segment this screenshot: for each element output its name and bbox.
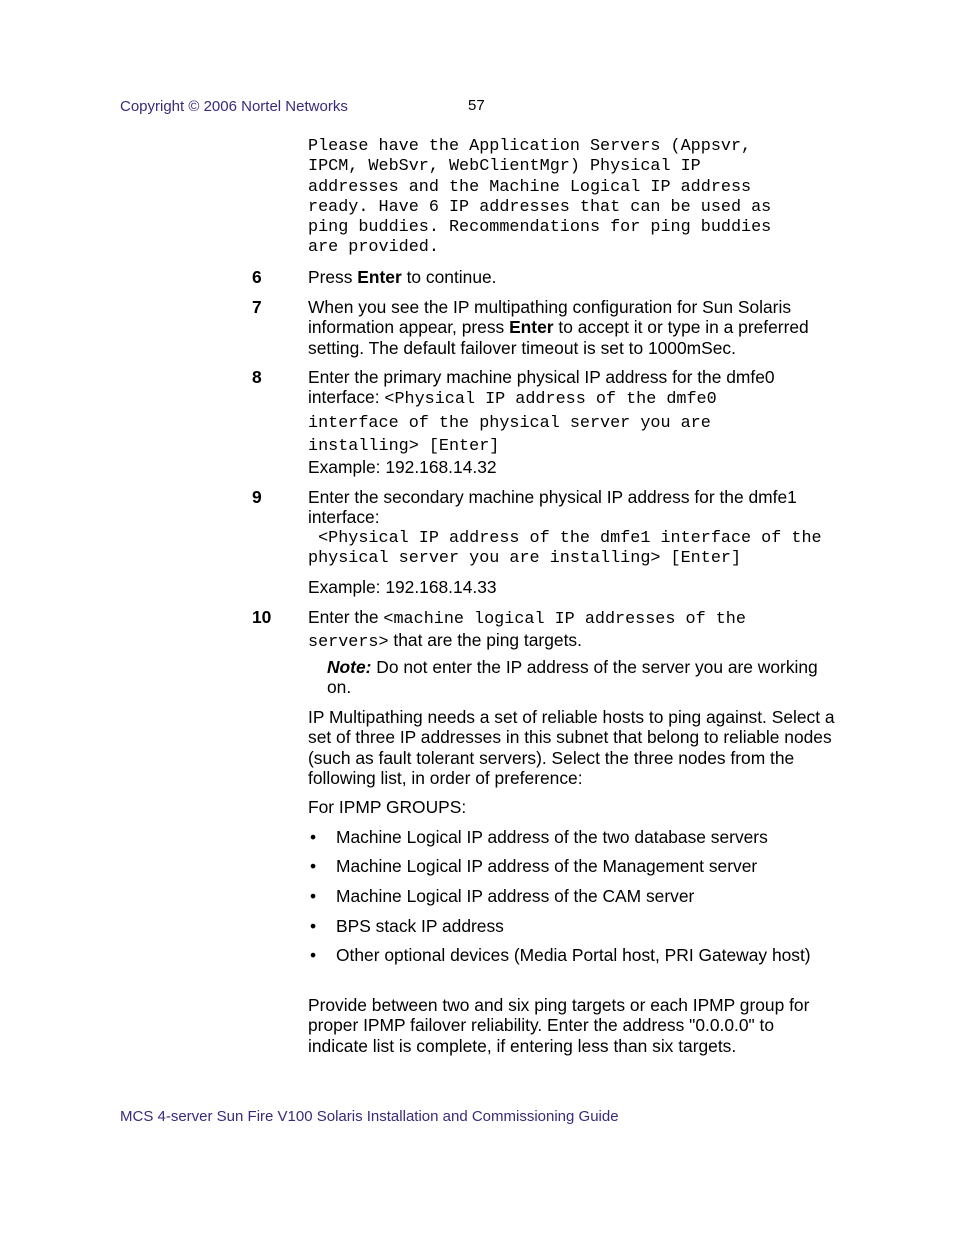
- step-number-7: 7: [252, 297, 262, 317]
- step-number-8: 8: [252, 367, 262, 387]
- ping-targets-paragraph: Provide between two and six ping targets or each IPMP group for proper IPMP failover reliability. Enter the address "0.0.0.0" to indicate list is complete, if entering less than six targets.: [308, 995, 810, 1056]
- step-9-code: <Physical IP address of the dmfe1 interface of the physical server you are installing> [Enter]: [308, 529, 832, 569]
- step-number-6: 6: [252, 267, 262, 287]
- bullet-icon: •: [310, 916, 317, 936]
- list-item: Machine Logical IP address of the two database servers: [336, 827, 768, 847]
- bullet-icon: •: [310, 886, 317, 906]
- list-item: Machine Logical IP address of the Management server: [336, 856, 758, 876]
- step-10-text: Enter the <machine logical IP addresses of the servers> that are the ping targets.: [308, 607, 746, 653]
- step-9-example: Example: 192.168.14.33: [308, 577, 497, 597]
- step-8-text: Enter the primary machine physical IP address for the dmfe0 interface: <Physical IP address of the dmfe0 interface of the physical server you are installing> [Enter]: [308, 367, 775, 456]
- note-text: Do not enter the IP address of the server you are working on.: [327, 657, 818, 698]
- page-number: 57: [468, 97, 485, 114]
- footer-guide-title: MCS 4-server Sun Fire V100 Solaris Installation and Commissioning Guide: [120, 1108, 619, 1125]
- list-item: Other optional devices (Media Portal host, PRI Gateway host): [336, 945, 811, 965]
- note-block: [327, 657, 837, 698]
- ipmp-groups-label: For IPMP GROUPS:: [308, 797, 467, 817]
- note-label: Note:: [327, 657, 372, 677]
- list-item: BPS stack IP address: [336, 916, 504, 936]
- ipmp-paragraph: IP Multipathing needs a set of reliable hosts to ping against. Select a set of three IP addresses in this subnet that belong to reliable nodes (such as fault tolerant servers). Select the three nodes from the following list, in order of preference:: [308, 707, 835, 788]
- list-item: Machine Logical IP address of the CAM server: [336, 886, 695, 906]
- step-8-example: Example: 192.168.14.32: [308, 457, 497, 477]
- step-9-text: Enter the secondary machine physical IP address for the dmfe1 interface:: [308, 487, 797, 528]
- bullet-icon: •: [310, 856, 317, 876]
- bullet-icon: •: [310, 827, 317, 847]
- copyright-text: Copyright © 2006 Nortel Networks: [120, 98, 348, 115]
- step-6-text: Press Enter to continue.: [308, 267, 497, 287]
- step-7-text: When you see the IP multipathing configuration for Sun Solaris information appear, press Enter to accept it or type in a preferred setting. The default failover timeout is set to 1000mSec.: [308, 297, 809, 358]
- bullet-icon: •: [310, 945, 317, 965]
- step-number-9: 9: [252, 487, 262, 507]
- intro-code-block: Please have the Application Servers (Appsvr, IPCM, WebSvr, WebClientMgr) Physical IP addresses and the Machine Logical IP address ready. Have 6 IP addresses that can be used as ping buddies. Recommendations for ping buddies are provided.: [308, 137, 772, 258]
- step-number-10: 10: [252, 607, 272, 627]
